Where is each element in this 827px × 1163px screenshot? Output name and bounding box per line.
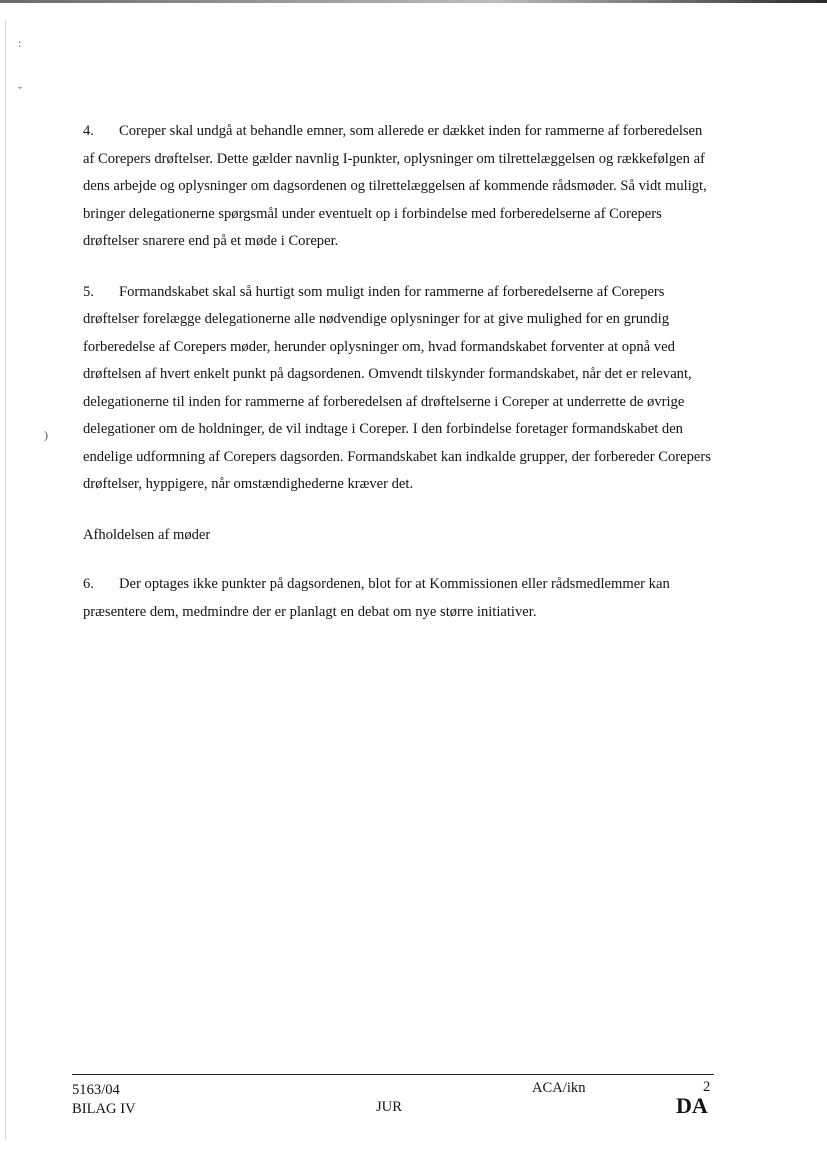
paragraph-number: 4. — [83, 123, 94, 139]
footer-department: JUR — [376, 1099, 402, 1115]
scan-speck: ˇ — [18, 84, 22, 98]
paragraph-text: Coreper skal undgå at behandle emner, som allerede er dækket inden for rammerne af forberedelsen af Corepers drøftelser. Dette gælder navnlig I-punkter, oplysninger om tilrettelæggelsen og rækkefølgen af dens arbejde og oplysninger om dagsordenen og tilrettelæggelsen af kommende rådsmøder. Så vidt muligt, bringer delegationerne spørgsmål under eventuelt op i forbindelse med forberedelserne af Corepers drøftelser snarere end på et møde i Coreper. — [83, 123, 707, 249]
document-body — [83, 118, 713, 649]
footer-doc-number: 5163/04 — [72, 1082, 120, 1098]
paragraph-4 — [83, 118, 713, 256]
footer-annex: BILAG IV — [72, 1101, 136, 1117]
paragraph-text: Formandskabet skal så hurtigt som muligt inden for rammerne af forberedelserne af Corepers drøftelser forelægge delegationerne alle nødvendige oplysninger for at give mulighed for en grundig forberedelse af Corepers møder, herunder oplysninger om, hvad formandskabet forventer at opnå ved drøftelsen af hvert enkelt punkt på dagsordenen. Omvendt tilskynder formandskabet, når det er relevant, delegationerne til inden for rammerne af forberedelsen af drøftelserne i Coreper at underrette de øvrige delegationer om de holdninger, de vil indtage i Coreper. I den forbindelse foretager formandskabet den endelige udformning af Corepers dagsorden. Formandskabet kan indkalde grupper, der forbereder Corepers drøftelser, hyppigere, når omstændighederne kræver det. — [83, 283, 711, 492]
paragraph-number: 6. — [83, 576, 94, 592]
footer-language: DA — [676, 1093, 708, 1118]
section-heading: Afholdelsen af møder — [83, 526, 211, 543]
paragraph-text: Der optages ikke punkter på dagsordenen, blot for at Kommissionen eller rådsmedlemmer kan præsentere dem, medmindre der er planlagt en debat om nye større initiativer. — [83, 576, 670, 620]
footer-rule — [72, 1074, 714, 1075]
scan-speck: : — [18, 36, 22, 50]
footer-page-number: 2 — [703, 1079, 711, 1095]
paragraph-6 — [83, 571, 713, 626]
paragraph-5 — [83, 279, 713, 499]
paragraph-number: 5. — [83, 283, 94, 300]
punch-hole-mark: ) — [44, 428, 48, 442]
scan-left-edge — [5, 20, 6, 1140]
scan-top-edge — [0, 0, 827, 3]
footer-initials: ACA/ikn — [532, 1080, 586, 1096]
